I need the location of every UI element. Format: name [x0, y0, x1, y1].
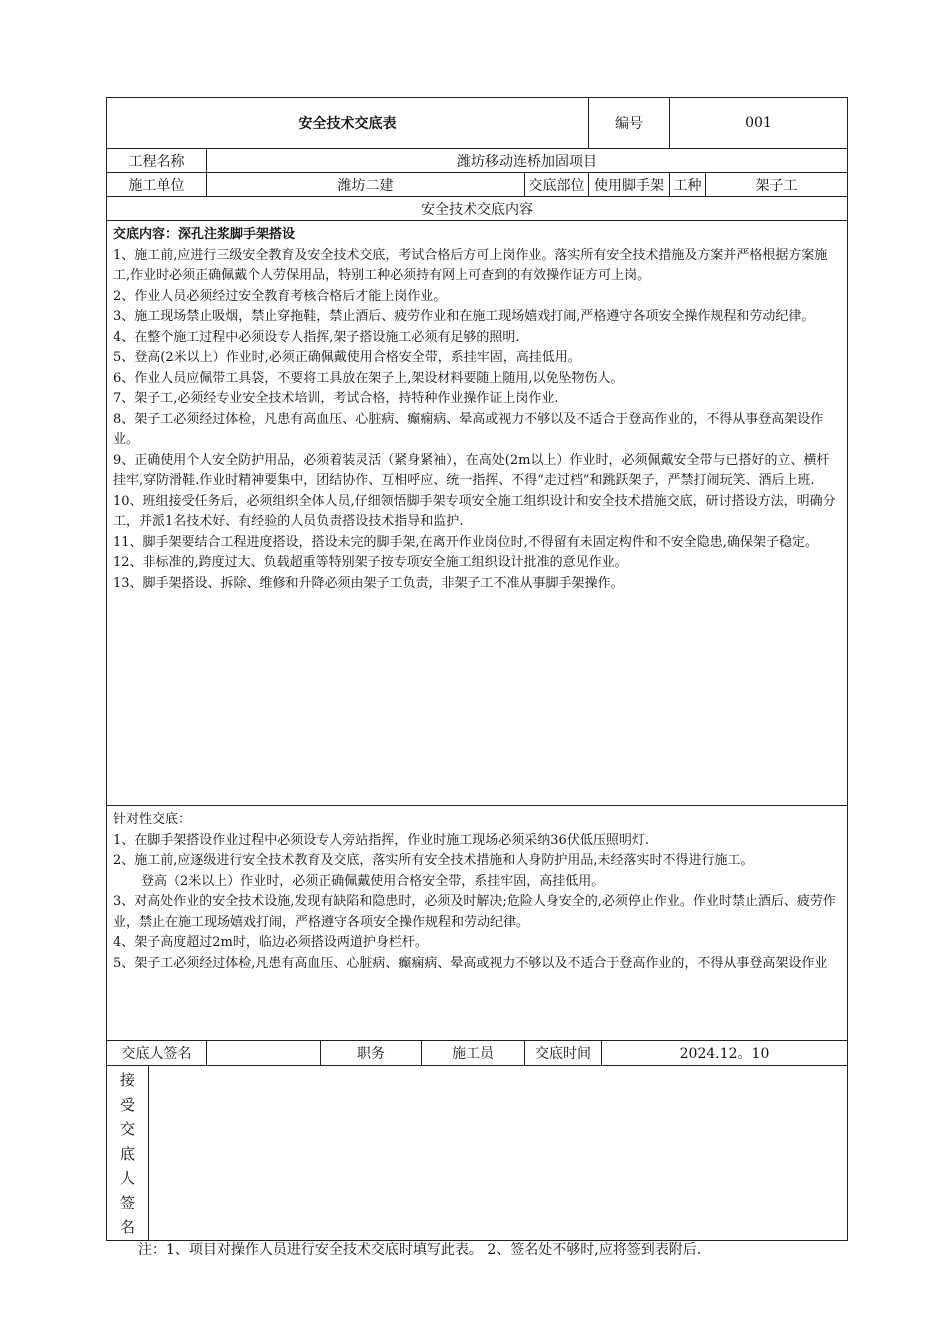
project-row	[107, 149, 848, 173]
content-item: 12、非标准的,跨度过大、负载超重等特别架子按专项安全施工组织设计批准的意见作业。	[113, 555, 628, 570]
project-name-value: 潍坊移动连桥加固项目	[207, 149, 848, 173]
receiver-label-char: 交	[119, 1120, 135, 1138]
receiver-label-char: 受	[119, 1095, 135, 1114]
signer-signature-field[interactable]	[207, 1041, 321, 1066]
receiver-row	[107, 1066, 848, 1241]
content-item: 5、登高(2米以上）作业时,必须正确佩戴使用合格安全带，系挂牢固，高挂低用。	[113, 350, 581, 365]
targeted-heading: 针对性交底：	[113, 812, 192, 827]
content-item: 10、班组接受任务后，必须组织全体人员,仔细领悟脚手架专项安全施工组织设计和安全技术措施交底，研讨搭设方法，明确分工，并派1名技术好、有经验的人员负责搭设技术指导和监护.	[113, 493, 836, 529]
trade-label: 工种	[670, 173, 706, 197]
footnote: 注：1、项目对操作人员进行安全技术交底时填写此表。 2、签名处不够时,应将签到表附后.	[138, 1242, 702, 1258]
content-row	[107, 221, 848, 806]
receiver-label	[107, 1066, 149, 1241]
content-item: 13、脚手架搭设、拆除、维修和升降必须由架子工负责，非架子工不准从事脚手架操作。	[113, 575, 624, 591]
safety-disclosure-form	[106, 97, 848, 1241]
construction-unit-value: 潍坊二建	[207, 173, 525, 197]
signer-label: 交底人签名	[107, 1041, 207, 1066]
content-item: 7、架子工,必须经专业安全技术培训，考试合格，持特种作业操作证上岗作业.	[113, 391, 559, 406]
content-item: 11、脚手架要结合工程进度搭设，搭设未完的脚手架,在离开作业岗位时,不得留有未固定构件和不安全隐患,确保架子稳定。	[113, 534, 818, 550]
number-value: 001	[670, 98, 848, 149]
number-label: 编号	[589, 98, 670, 149]
form-title: 安全技术交底表	[107, 98, 589, 149]
unit-row	[107, 173, 848, 197]
content-item: 8、架子工必须经过体检，凡患有高血压、心脏病、癫痫病、晕高或视力不够以及不适合于登高作业的，不得从事登高架设作业。	[113, 411, 824, 447]
receiver-signature-area[interactable]	[149, 1066, 848, 1241]
content-item: 9、正确使用个人安全防护用品，必须着装灵活（紧身紧袖），在高处(2m以上）作业时，必须佩戴安全带与已搭好的立、横杆挂牢,穿防滑鞋.作业时精神要集中，团结协作、互相呼应、统一指挥、不得“走过档”和跳跃架子，严禁打闹玩笑、酒后上班.	[113, 452, 830, 488]
date-label: 交底时间	[525, 1041, 602, 1066]
disclosure-part-value: 使用脚手架	[589, 173, 670, 197]
trade-value: 架子工	[706, 173, 848, 197]
section-heading: 安全技术交底内容	[107, 197, 848, 221]
targeted-item: 登高（2米以上）作业时，必须正确佩戴使用合格安全带，系挂牢固，高挂低用。	[141, 873, 605, 889]
receiver-label-char: 接	[119, 1071, 135, 1089]
receiver-label-char: 人	[119, 1169, 135, 1187]
targeted-item: 4、架子高度超过2m时，临边必须搭设两道护身栏杆。	[113, 935, 428, 950]
targeted-item: 2、施工前,应逐级进行安全技术教育及交底，落实所有安全技术措施和人身防护用品,未经落实时不得进行施工。	[113, 853, 754, 868]
date-value: 2024.12。10	[602, 1041, 848, 1066]
targeted-disclosure	[107, 806, 848, 1041]
receiver-label-char: 底	[119, 1144, 135, 1163]
content-item: 1、施工前,应进行三级安全教育及安全技术交底，考试合格后方可上岗作业。落实所有安全技术措施及方案并严格根据方案施工,作业时必须正确佩戴个人劳保用品，特别工种必须持有网上可查到的有效操作证方可上岗。	[113, 247, 828, 283]
disclosure-part-label: 交底部位	[525, 173, 589, 197]
sign-row	[107, 1041, 848, 1066]
targeted-item: 5、架子工必须经过体检,凡患有高血压、心脏病、癫痫病、晕高或视力不够以及不适合于登高作业的，不得从事登高架设作业	[113, 955, 828, 971]
receiver-label-char: 名	[119, 1218, 135, 1236]
receiver-label-char: 签	[119, 1193, 135, 1212]
disclosure-content	[107, 221, 848, 806]
content-item: 4、在整个施工过程中必须设专人指挥,架子搭设施工必须有足够的照明.	[113, 329, 520, 345]
content-heading: 交底内容：深孔注浆脚手架搭设	[113, 227, 296, 242]
content-item: 6、作业人员应佩带工具袋，不要将工具放在架子上,架设材料要随上随用,以免坠物伤人。	[113, 370, 624, 386]
project-name-label: 工程名称	[107, 149, 207, 173]
position-value: 施工员	[422, 1041, 525, 1066]
position-label: 职务	[321, 1041, 422, 1066]
construction-unit-label: 施工单位	[107, 173, 207, 197]
content-item: 3、施工现场禁止吸烟，禁止穿拖鞋，禁止酒后、疲劳作业和在施工现场嬉戏打闹,严格遵守各项安全操作规程和劳动纪律。	[113, 309, 815, 324]
content-item: 2、作业人员必须经过安全教育考核合格后才能上岗作业。	[113, 288, 447, 304]
section-heading-row	[107, 197, 848, 221]
targeted-row	[107, 806, 848, 1041]
targeted-item: 1、在脚手架搭设作业过程中必须设专人旁站指挥，作业时施工现场必须采纳36伏低压照明灯.	[113, 832, 649, 848]
targeted-item: 3、对高处作业的安全技术设施,发现有缺陷和隐患时，必须及时解决;危险人身安全的,必须停止作业。作业时禁止酒后、疲劳作业，禁止在施工现场嬉戏打闹，严格遵守各项安全操作规程和劳动纪律。	[113, 894, 836, 930]
header-row	[107, 98, 848, 149]
